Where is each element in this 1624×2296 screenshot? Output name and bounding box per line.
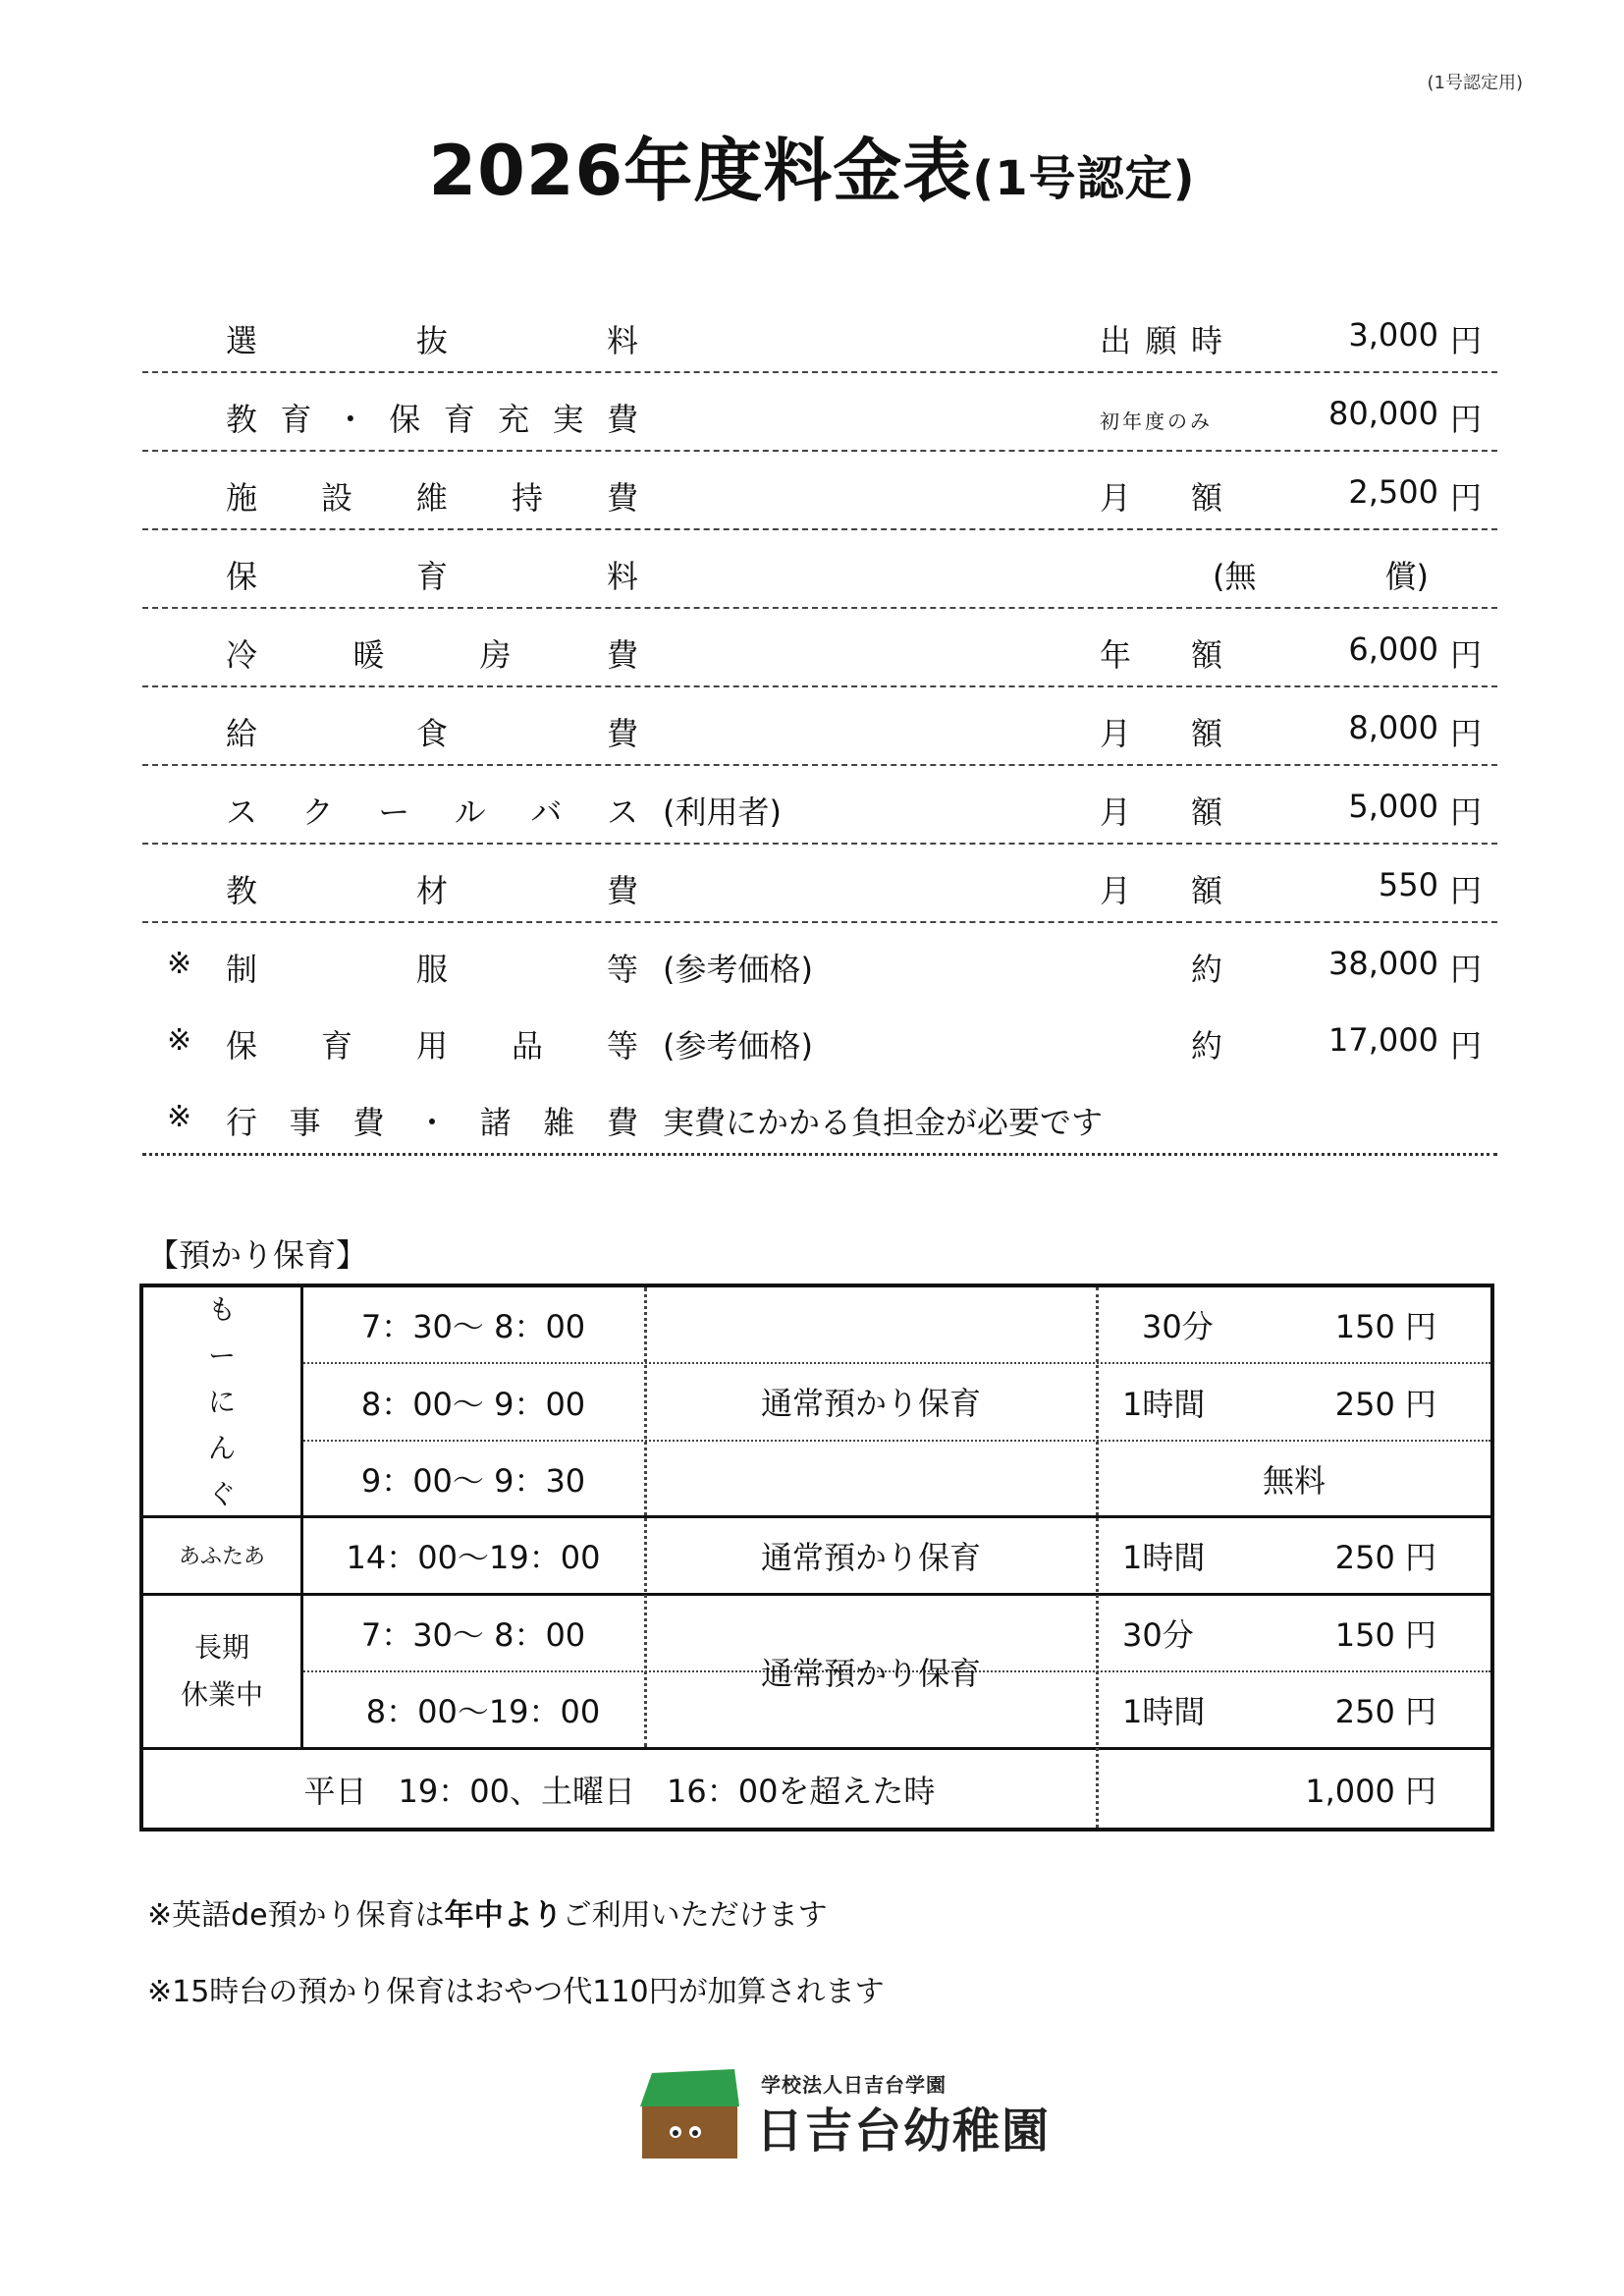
childcare-section-title: 【預かり保育】 (147, 1236, 368, 1274)
fee-label-char: 用 (415, 1027, 448, 1065)
fee-label-char: 給 (226, 715, 258, 752)
price: 250 円 (1334, 1693, 1436, 1730)
fee-free-char: 償) (1384, 558, 1429, 595)
duration: 30分 (1142, 1308, 1214, 1345)
fee-amount: 550 (1378, 866, 1438, 903)
fee-label (226, 630, 638, 676)
fee-label-char: 保 (389, 401, 421, 438)
note-mark: ※ (167, 947, 192, 981)
fee-label (226, 395, 638, 440)
fee-amount: 8,000 (1348, 709, 1438, 746)
footnote-text: ご利用いただけます (562, 1898, 828, 1933)
fee-period (1100, 1021, 1222, 1066)
note-mark: ※ (167, 1100, 192, 1134)
time-slot: 8：00～19：00 (365, 1693, 601, 1730)
fee-label-char: 育 (280, 401, 312, 438)
fee-row (142, 530, 1497, 609)
fee-row (142, 295, 1497, 373)
fee-period (1100, 788, 1222, 833)
fee-label-char: 費 (352, 1104, 385, 1141)
fee-label-char: 保 (226, 558, 258, 595)
care-type: 通常預かり保育 (760, 1538, 981, 1576)
overtime-price: 1,000 円 (1305, 1772, 1436, 1810)
fee-label-char: バ (530, 793, 563, 831)
fee-label-char: 冷 (226, 636, 258, 674)
morning-label-char: も (207, 1292, 236, 1326)
fee-amount: 80,000 (1328, 395, 1438, 432)
fee-amount: 3,000 (1348, 316, 1438, 354)
time-slot: 14：00～19：00 (346, 1538, 601, 1576)
fee-period (1100, 473, 1222, 519)
note-mark: ※ (167, 1023, 192, 1058)
fee-label-char: 維 (415, 479, 448, 517)
fee-label-char: ・ (334, 401, 366, 438)
fee-label (226, 1021, 638, 1066)
fee-label-char: 費 (606, 715, 638, 752)
fee-amount: 17,000 (1328, 1021, 1438, 1059)
fee-period-char: 額 (1190, 715, 1222, 752)
fee-period (1100, 316, 1222, 361)
fee-row (142, 1076, 1497, 1156)
fee-period-char: 額 (1190, 479, 1222, 517)
fee-row (142, 923, 1497, 1000)
fee-period-char: 約 (1190, 1027, 1222, 1065)
fee-period-char: 出 (1100, 322, 1132, 359)
holiday-label (143, 1595, 300, 1747)
price-cell (1098, 1517, 1490, 1593)
fee-label-char: 雑 (543, 1104, 575, 1141)
fee-label-char: 料 (606, 558, 638, 595)
fee-amount: 5,000 (1348, 788, 1438, 825)
title-main: 2026年度料金表 (428, 131, 973, 211)
fee-row (142, 373, 1497, 452)
time-slot: 9：00～ 9：30 (360, 1461, 586, 1500)
morning-label-char: ぐ (207, 1477, 236, 1510)
category-note: (1号認定用) (1427, 73, 1523, 93)
time-slot: 7：30～ 8：00 (360, 1308, 586, 1345)
fee-label (226, 552, 638, 597)
fee-label-char: ・ (415, 1104, 448, 1141)
fee-label-char: 設 (320, 479, 352, 517)
fee-label-char: 育 (320, 1027, 352, 1065)
fee-period: 初年度のみ (1100, 410, 1213, 433)
fee-label (226, 316, 638, 361)
page-title (0, 116, 1624, 215)
fee-unit: 円 (1450, 872, 1483, 909)
time-slot: 7：30～ 8：00 (360, 1615, 586, 1654)
fee-label (226, 945, 638, 990)
fee-label-char: 服 (415, 951, 448, 988)
fee-amount: 2,500 (1348, 473, 1438, 511)
fee-label-char: 食 (415, 715, 448, 752)
fee-free-char: (無 (1213, 558, 1257, 595)
morning-label-char: ん (207, 1431, 236, 1464)
fee-label-char: 持 (511, 479, 543, 517)
fee-period (1100, 709, 1222, 754)
fee-label-char: ル (454, 793, 486, 831)
fee-row (142, 1000, 1497, 1076)
fee-unit: 円 (1450, 1027, 1483, 1065)
fee-label-char: 暖 (352, 636, 385, 674)
fee-label-char: 制 (226, 951, 258, 988)
fee-label-char: 保 (226, 1027, 258, 1065)
footnote-snack-fee: ※15時台の預かり保育はおやつ代110円が加算されます (147, 1975, 885, 2009)
fee-period-char: 月 (1100, 479, 1132, 517)
overtime-label: 平日 19：00、土曜日 16：00を超えた時 (303, 1772, 936, 1810)
fee-note: (利用者) (663, 793, 782, 831)
afternoon-label: あふたあ (178, 1545, 265, 1569)
fee-row (142, 845, 1497, 923)
fee-period-char: 額 (1190, 793, 1222, 831)
fee-label-char: 諸 (479, 1104, 512, 1141)
fee-label-char: 等 (606, 951, 638, 988)
fee-label-char: ス (606, 793, 638, 831)
fee-label-char: 費 (606, 479, 638, 517)
house-logo-icon (638, 2067, 741, 2160)
time-slot: 8：00～ 9：00 (360, 1385, 586, 1423)
fee-unit: 円 (1450, 322, 1483, 359)
fee-free (1213, 552, 1429, 597)
free-cell: 無料 (1262, 1461, 1326, 1500)
fee-unit: 円 (1450, 479, 1483, 517)
fee-label-char: 実 (552, 401, 584, 438)
duration: 1時間 (1122, 1693, 1206, 1730)
fee-label-char: 行 (226, 1104, 258, 1141)
logo-subtitle: 学校法人日吉台学園 (761, 2073, 947, 2097)
fee-note: (参考価格) (663, 951, 813, 988)
fee-period-char: 願 (1145, 322, 1177, 359)
fee-label-char: 選 (226, 322, 258, 359)
morning-label (143, 1287, 300, 1515)
fee-unit: 円 (1450, 636, 1483, 674)
fee-period-char: 月 (1100, 872, 1132, 909)
morning-label-char: ー (207, 1339, 236, 1372)
logo-name: 日吉台幼稚園 (756, 2104, 1052, 2159)
fee-row (142, 766, 1497, 845)
fee-label-char: 事 (289, 1104, 321, 1141)
price-cell (1098, 1364, 1490, 1440)
fee-label-char: 抜 (415, 322, 448, 359)
fee-period (1100, 945, 1222, 990)
fee-amount: 38,000 (1328, 945, 1438, 982)
fee-label-char: ス (226, 793, 258, 831)
fee-label-char: ー (378, 793, 410, 831)
fee-label-char: 費 (606, 1104, 638, 1141)
fee-label (226, 709, 638, 754)
holiday-label-line: 長期 (193, 1630, 249, 1664)
fee-label-char: 房 (479, 636, 512, 674)
duration: 1時間 (1122, 1538, 1206, 1576)
price-cell (1098, 1595, 1490, 1670)
holiday-label-line: 休業中 (180, 1677, 263, 1711)
fee-label-char: 教 (226, 872, 258, 909)
fee-label-char: ク (301, 793, 334, 831)
title-sub: (1号認定) (972, 151, 1196, 206)
price-cell (1098, 1672, 1490, 1747)
fee-label (226, 788, 638, 833)
price: 150 円 (1334, 1615, 1436, 1654)
fee-row (142, 609, 1497, 687)
fee-unit: 円 (1450, 401, 1483, 438)
kindergarten-logo (638, 2067, 1051, 2160)
fee-note: (参考価格) (663, 1027, 813, 1065)
duration: 30分 (1122, 1615, 1194, 1654)
fee-period-char: 額 (1190, 636, 1222, 674)
fee-label (226, 473, 638, 519)
care-type: 通常預かり保育 (760, 1654, 981, 1692)
fee-label-char: 材 (415, 872, 448, 909)
care-type: 通常預かり保育 (760, 1385, 981, 1422)
fee-unit: 円 (1450, 793, 1483, 831)
morning-label-char: に (207, 1385, 236, 1418)
fee-label (226, 1098, 638, 1143)
fee-label-char: 費 (606, 636, 638, 674)
fee-unit: 円 (1450, 715, 1483, 752)
fee-label-char: 充 (498, 401, 530, 438)
fee-label-char: 施 (226, 479, 258, 517)
fee-label-char: 等 (606, 1027, 638, 1065)
fee-period-char: 年 (1100, 636, 1132, 674)
price: 250 円 (1334, 1538, 1436, 1576)
fee-label-char: 費 (606, 401, 638, 438)
fee-list (142, 295, 1497, 1156)
fee-label (226, 866, 638, 911)
fee-label-char: 教 (226, 401, 258, 438)
fee-label-char: 育 (415, 558, 448, 595)
fee-amount: 6,000 (1348, 630, 1438, 668)
fee-unit: 円 (1450, 951, 1483, 988)
footnote-english-care (147, 1890, 828, 1934)
fee-period (1100, 630, 1222, 676)
footnote-bold: 年中より (444, 1898, 563, 1933)
fee-label-char: 費 (606, 872, 638, 909)
fee-period-char: 約 (1190, 951, 1222, 988)
fee-period-char: 額 (1190, 872, 1222, 909)
fee-period-char: 時 (1190, 322, 1222, 359)
duration: 1時間 (1122, 1385, 1206, 1423)
fee-label-char: 品 (511, 1027, 543, 1065)
fee-row (142, 452, 1497, 530)
fee-label-char: 育 (443, 401, 475, 438)
fee-period (1100, 866, 1222, 911)
footnote-text: ※英語de預かり保育は (147, 1898, 445, 1933)
childcare-table (139, 1284, 1494, 1831)
fee-period-char: 月 (1100, 715, 1132, 752)
price: 150 円 (1334, 1308, 1436, 1345)
fee-row (142, 687, 1497, 766)
price-cell (1098, 1287, 1490, 1362)
price: 250 円 (1334, 1385, 1436, 1423)
fee-note: 実費にかかる負担金が必要です (663, 1104, 1104, 1141)
fee-period-char: 月 (1100, 793, 1132, 831)
fee-label-char: 料 (606, 322, 638, 359)
